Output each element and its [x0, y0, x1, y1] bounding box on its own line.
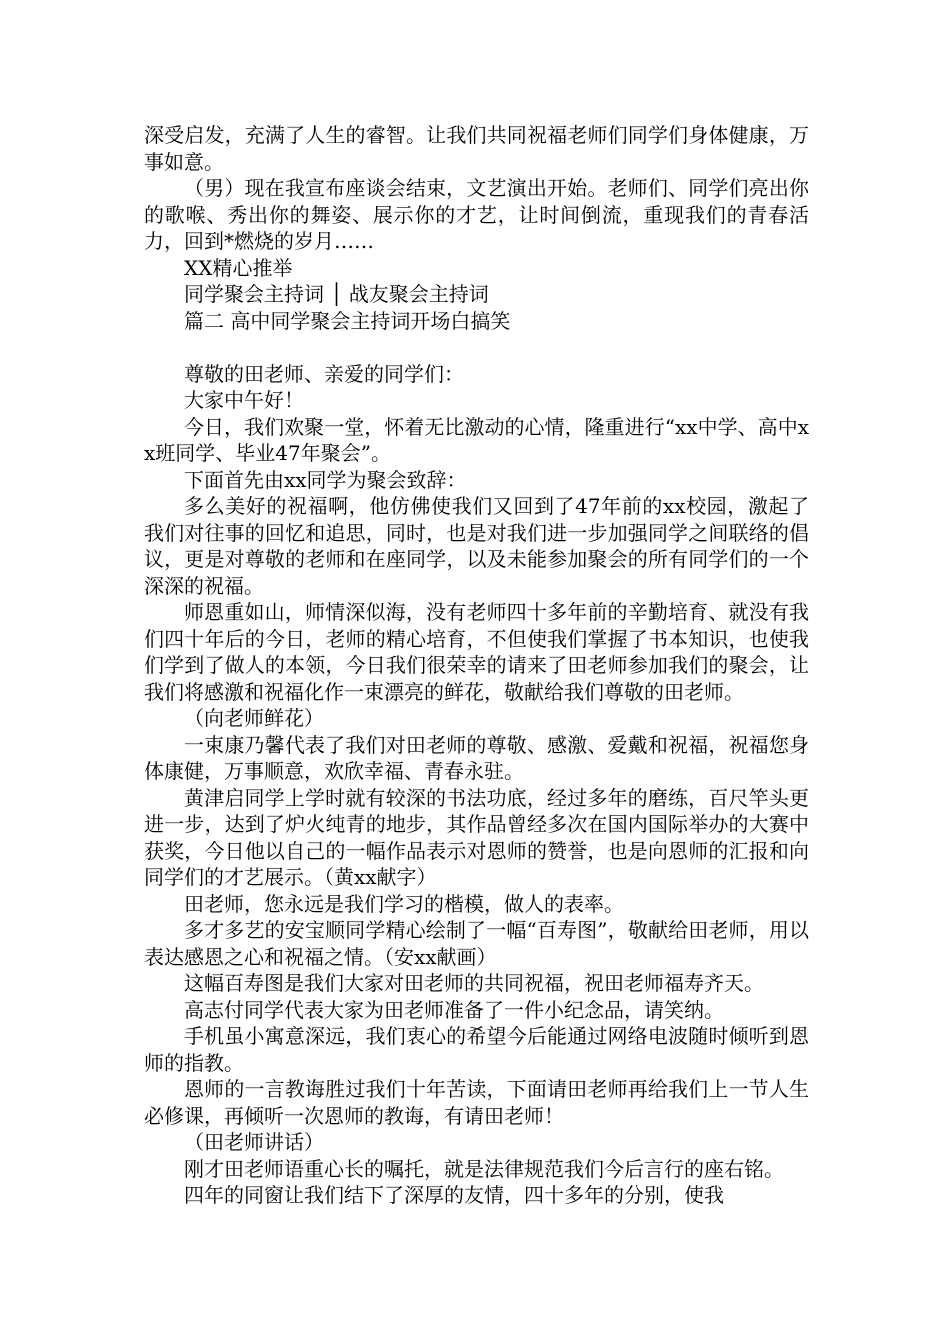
paragraph: 田老师，您永远是我们学习的楷模，做人的表率。 — [184, 891, 624, 916]
document-page — [144, 122, 809, 1209]
stage-direction: （田老师讲话） — [184, 1130, 324, 1154]
paragraph: 师恩重如山，师情深似海，没有老师四十多年前的辛勤培育、就没有我们四十年后的今日，老师的精心培育，不但使我们掌握了书本知识，也使我们学到了做人的本领，今日我们很荣幸的请来了田老师参加我们的聚会，让我们将感激和祝福化作一束漂亮的鲜花，敬献给我们尊敬的田老师。 — [144, 600, 809, 704]
paragraph: （男）现在我宣布座谈会结束，文艺演出开始。老师们、同学们亮出你的歌喉、秀出你的舞姿、展示你的才艺，让时间倒流，重现我们的青春活力，回到*燃烧的岁月…… — [144, 176, 809, 253]
paragraph: 高志付同学代表大家为田老师准备了一件小纪念品，请笑纳。 — [184, 997, 724, 1022]
paragraph: 今日，我们欢聚一堂，怀着无比激动的心情，隆重进行“xx中学、高中xx班同学、毕业47年聚会”。 — [144, 414, 809, 465]
paragraph: 这幅百寿图是我们大家对田老师的共同祝福，祝田老师福寿齐天。 — [184, 971, 764, 995]
blank-line — [144, 334, 809, 361]
paragraph: 四年的同窗让我们结下了深厚的友情，四十多年的分别，使我 — [184, 1183, 724, 1207]
paragraph: 恩师的一言教诲胜过我们十年苦读，下面请田老师再给我们上一节人生必修课，再倾听一次恩师的教诲，有请田老师！ — [144, 1077, 809, 1128]
paragraph: 一束康乃馨代表了我们对田老师的尊敬、感激、爱戴和祝福，祝福您身体康健，万事顺意，欢欣幸福、青春永驻。 — [144, 732, 809, 783]
paragraph: 深受启发，充满了人生的睿智。让我们共同祝福老师们同学们身体健康，万事如意。 — [144, 123, 809, 174]
related-links: 同学聚会主持词 │ 战友聚会主持词 — [184, 282, 489, 306]
paragraph: 刚才田老师语重心长的嘱托，就是法律规范我们今后言行的座右铭。 — [184, 1156, 784, 1181]
paragraph: 黄津启同学上学时就有较深的书法功底，经过多年的磨练，百尺竿头更进一步，达到了炉火纯青的地步，其作品曾经多次在国内国际举办的大赛中获奖，今日他以自己的一幅作品表示对恩师的赞誉，也是向恩师的汇报和向同学们的才艺展示。（黄xx献字） — [144, 785, 809, 889]
paragraph: 多么美好的祝福啊，他仿佛使我们又回到了47年前的xx校园，激起了我们对往事的回忆和追思，同时，也是对我们进一步加强同学之间联络的倡议，更是对尊敬的老师和在座同学，以及未能参加聚会的所有同学们的一个深深的祝福。 — [144, 494, 809, 598]
stage-direction: （向老师鲜花） — [184, 706, 324, 730]
paragraph: 手机虽小寓意深远，我们衷心的希望今后能通过网络电波随时倾听到恩师的指教。 — [144, 1024, 809, 1075]
paragraph: 下面首先由xx同学为聚会致辞： — [184, 467, 467, 492]
section-heading: 篇二 高中同学聚会主持词开场白搞笑 — [184, 308, 511, 333]
greeting: 大家中午好！ — [184, 388, 304, 412]
salutation: 尊敬的田老师、亲爱的同学们： — [184, 361, 464, 386]
paragraph: 多才多艺的安宝顺同学精心绘制了一幅“百寿图”，敬献给田老师，用以表达感恩之心和祝福之情。（安xx献画） — [144, 918, 809, 969]
recommendation-note: XX精心推举 — [184, 255, 293, 280]
